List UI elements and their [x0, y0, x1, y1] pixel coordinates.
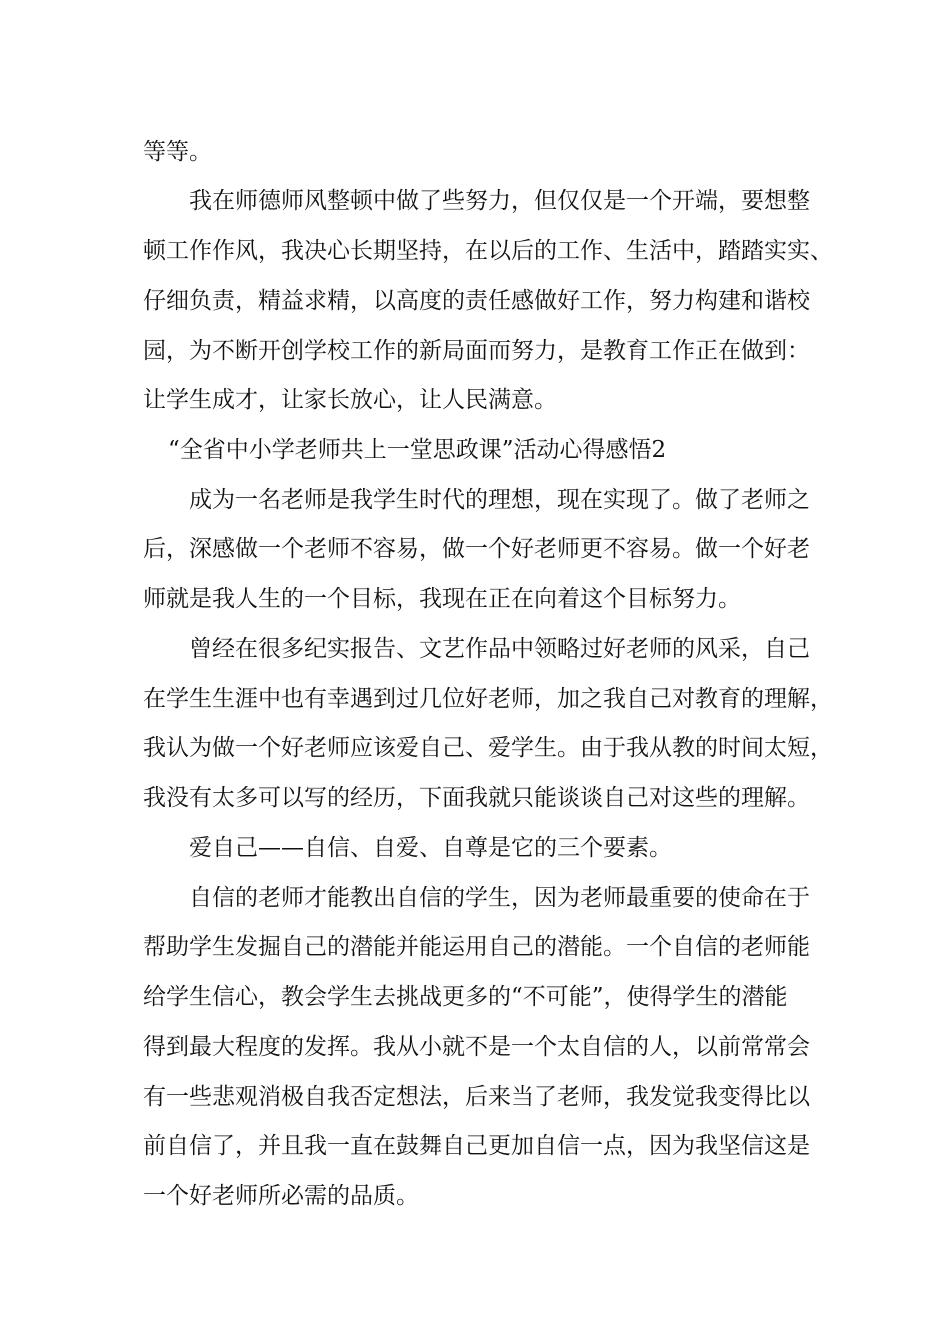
text-line-20: 有一些悲观消极自我否定想法，后来当了老师，我发觉我变得比以 [143, 1084, 810, 1110]
text-line-6: 让学生成才，让家长放心，让人民满意。 [143, 387, 557, 413]
text-line-17: 帮助学生发掘自己的潜能并能运用自己的潜能。一个自信的老师能 [143, 934, 810, 960]
text-line-12: 在学生生涯中也有幸遇到过几位好老师，加之我自己对教育的理解， [143, 686, 833, 712]
text-line-22: 一个好老师所必需的品质。 [143, 1183, 419, 1209]
text-line-14: 我没有太多可以写的经历，下面我就只能谈谈自己对这些的理解。 [143, 785, 810, 811]
text-line-1: 等等。 [143, 139, 212, 165]
text-line-13: 我认为做一个好老师应该爱自己、爱学生。由于我从教的时间太短， [143, 735, 833, 761]
text-line-15: 爱自己——自信、自爱、自尊是它的三个要素。 [189, 835, 672, 861]
text-line-4: 仔细负责，精益求精，以高度的责任感做好工作，努力构建和谐校 [143, 288, 810, 314]
text-line-18: 给学生信心，教会学生去挑战更多的“不可能”，使得学生的潜能 [143, 984, 788, 1010]
text-line-21: 前自信了，并且我一直在鼓舞自己更加自信一点，因为我坚信这是 [143, 1133, 810, 1159]
section-heading: “全省中小学老师共上一堂思政课”活动心得感悟2 [168, 437, 667, 463]
text-line-11: 曾经在很多纪实报告、文艺作品中领略过好老师的风采，自己 [189, 636, 810, 662]
text-line-2: 我在师德师风整顿中做了些努力，但仅仅是一个开端，要想整 [189, 188, 810, 214]
text-line-10: 师就是我人生的一个目标，我现在正在向着这个目标努力。 [143, 586, 741, 612]
text-line-5: 园，为不断开创学校工作的新局面而努力，是教育工作正在做到： [143, 338, 810, 364]
text-line-16: 自信的老师才能教出自信的学生，因为老师最重要的使命在于 [189, 885, 810, 911]
text-line-9: 后，深感做一个老师不容易，做一个好老师更不容易。做一个好老 [143, 536, 810, 562]
text-line-8: 成为一名老师是我学生时代的理想，现在实现了。做了老师之 [189, 487, 810, 513]
text-line-3: 顿工作作风，我决心长期坚持，在以后的工作、生活中，踏踏实实、 [143, 238, 833, 264]
text-line-19: 得到最大程度的发挥。我从小就不是一个太自信的人，以前常常会 [143, 1034, 810, 1060]
